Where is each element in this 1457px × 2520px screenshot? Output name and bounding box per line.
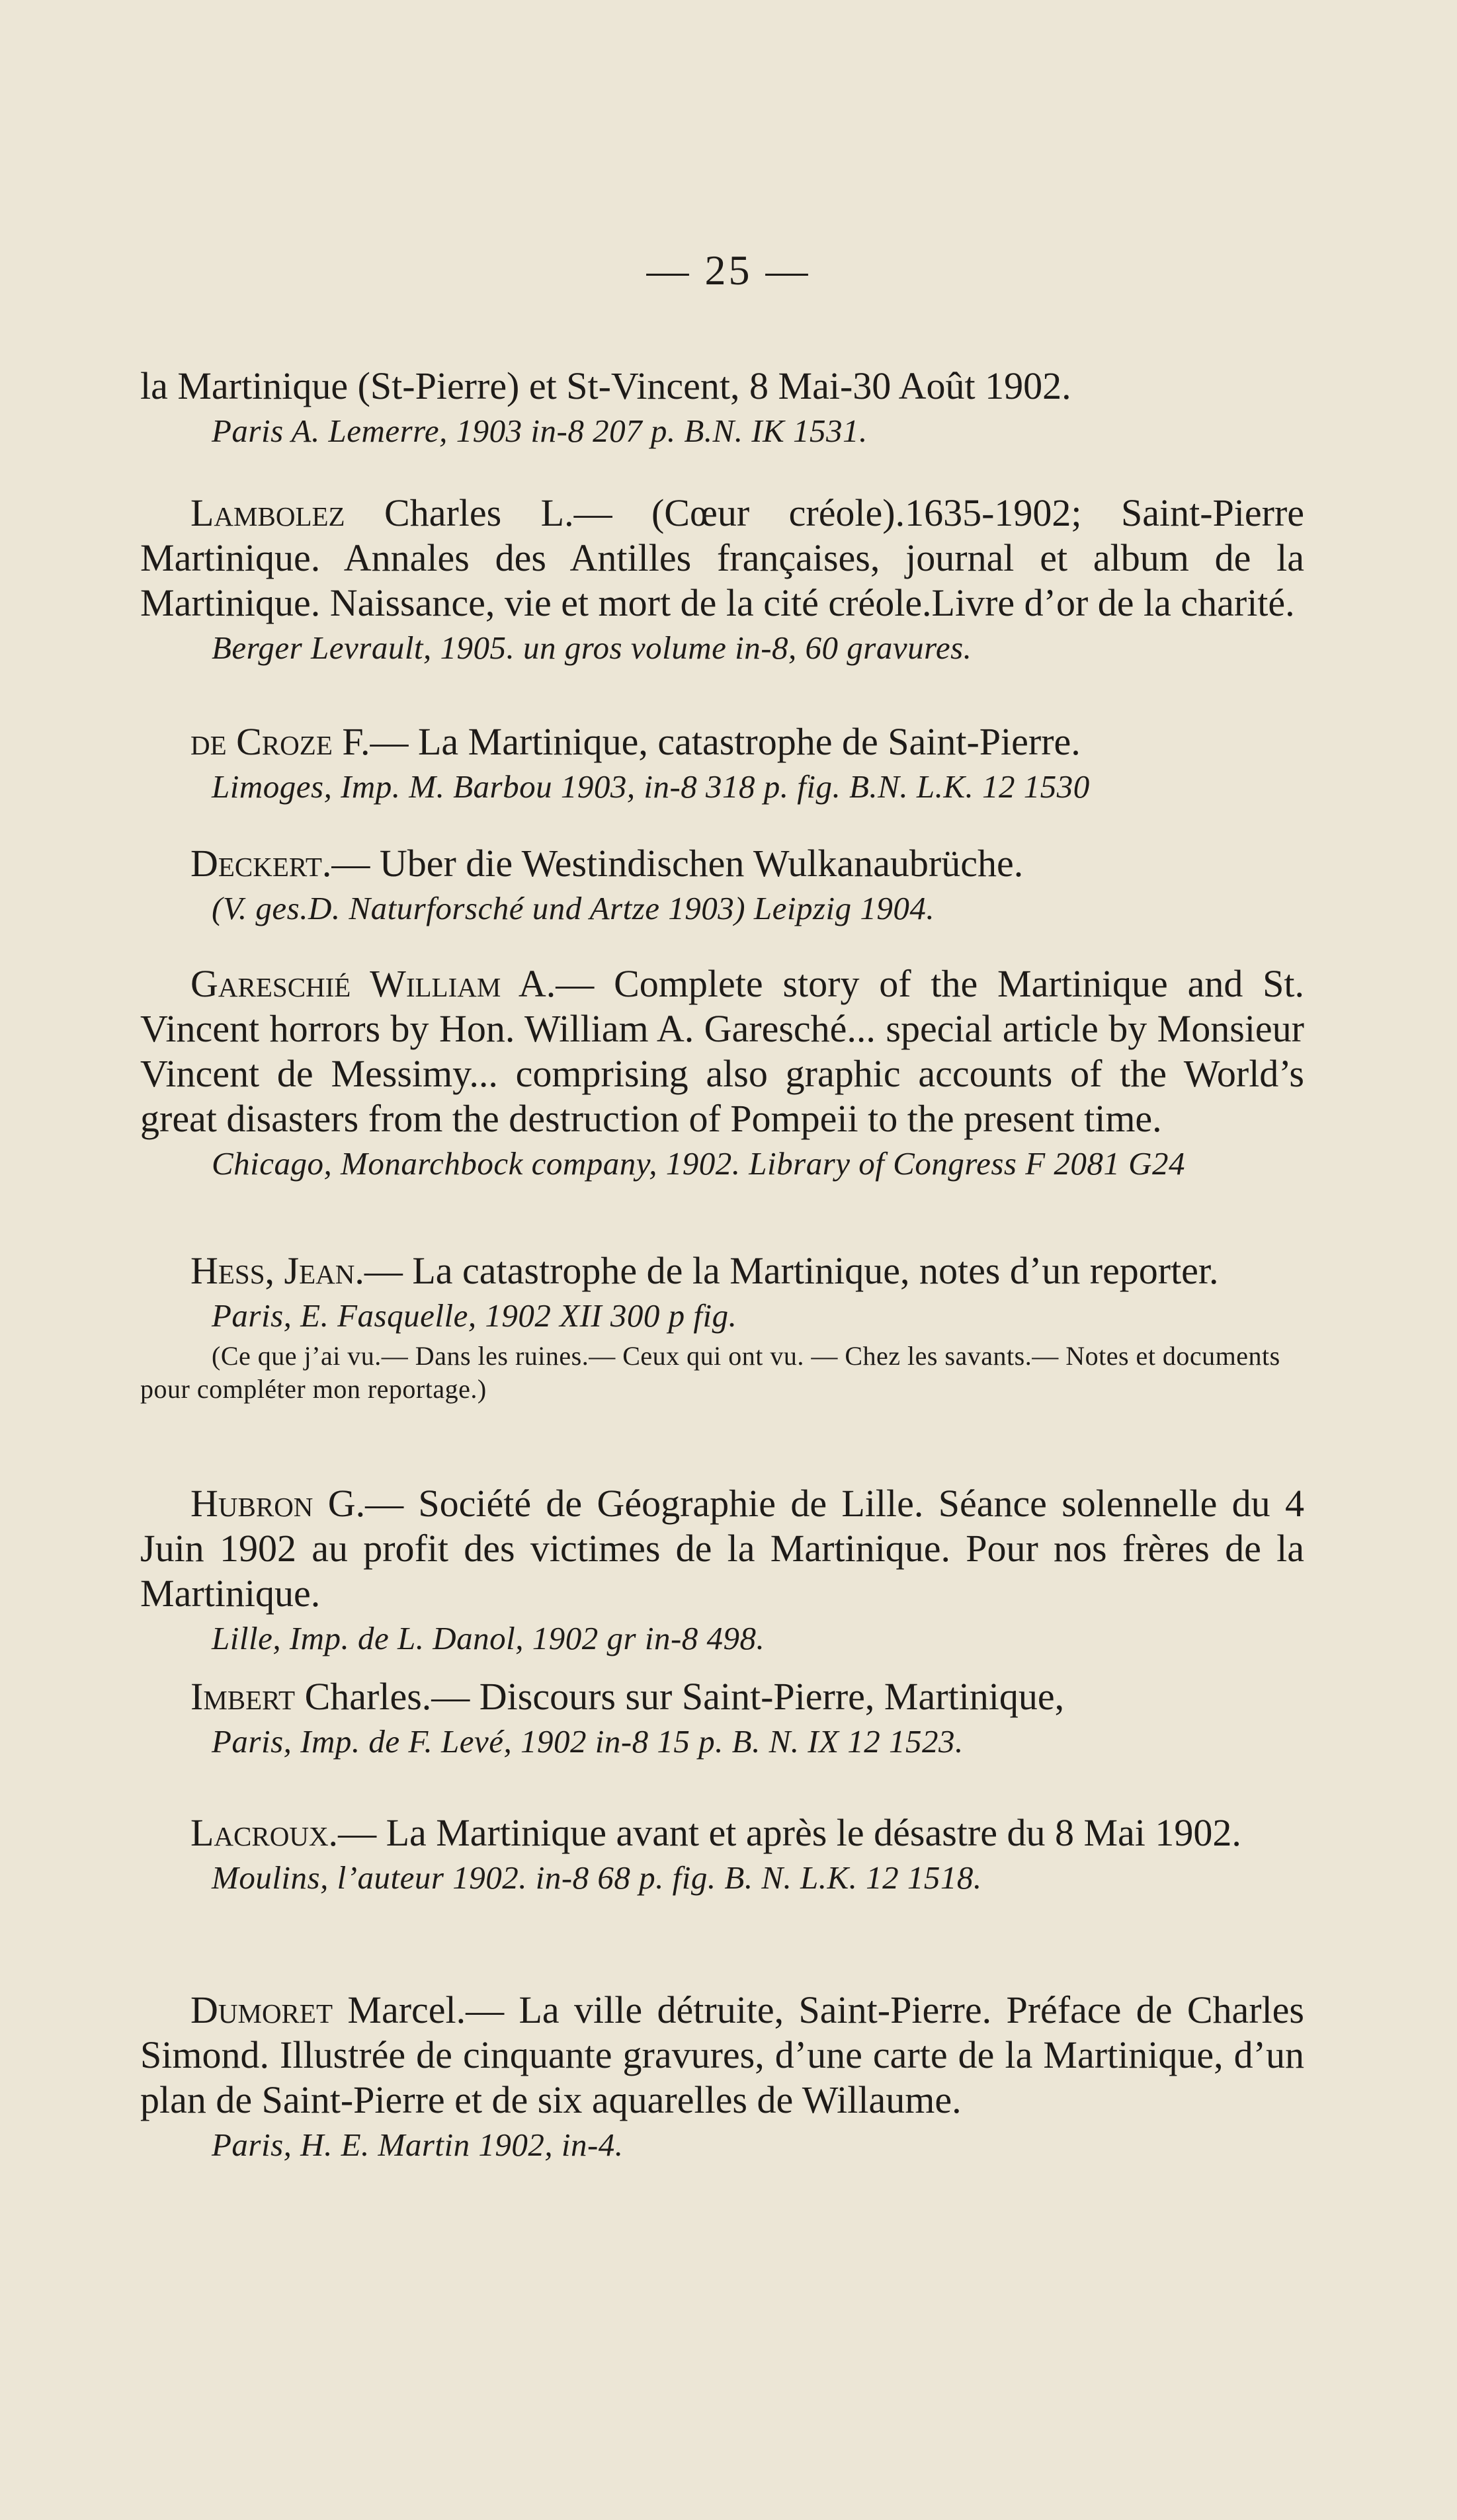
entry-author: Hess, Jean. [190,1249,364,1292]
entry-imprint: Paris, H. E. Martin 1902, in-4. [212,2127,624,2163]
entry-text: G.— Société de Géographie de Lille. Séance solennelle du 4 Juin 1902 au profit des victimes de la Martinique. Pour nos frères de la Martinique. [140,1482,1304,1615]
bibliography-entry [140,719,1304,807]
entry-author: Deckert. [190,842,332,885]
entry-imprint: Moulins, l’auteur 1902. in-8 68 p. fig. B. N. L.K. 12 1518. [212,1859,982,1896]
entry-author: Lambolez [190,491,345,534]
entry-text: F.— La Martinique, catastrophe de Saint-Pierre. [332,720,1081,763]
bibliography-entry [140,1481,1304,1658]
entry-author: de Croze [190,720,333,763]
bibliography-entry [140,961,1304,1184]
entry-imprint: Chicago, Monarchbock company, 1902. Library of Congress F 2081 G24 [212,1145,1186,1182]
entry-text: A.— Complete story of the Martinique and St. Vincent horrors by Hon. William A. Garesché... special article by Monsieur Vincent de Messimy... comprising also graphic accounts of the World’s great disasters from the destruction of Pompeii to the present time. [140,962,1304,1140]
entry-imprint: Paris, Imp. de F. Levé, 1902 in-8 15 p. B. N. IX 12 1523. [212,1723,964,1760]
entry-text: la Martinique (St-Pierre) et St-Vincent, 8 Mai-30 Août 1902. [140,364,1071,407]
entry-imprint: (V. ges.D. Naturforsché und Artze 1903) Leipzig 1904. [212,890,935,926]
entry-imprint: Lille, Imp. de L. Danol, 1902 gr in-8 498. [212,1620,765,1656]
bibliography-entry [140,491,1304,668]
bibliography-entry [140,841,1304,928]
entry-note: (Ce que j’ai vu.— Dans les ruines.— Ceux qui ont vu. — Chez les savants.— Notes et documents pour compléter mon reportage.) [140,1341,1280,1404]
entry-author: Imbert [190,1675,296,1718]
entry-imprint: Paris A. Lemerre, 1903 in-8 207 p. B.N. IK 1531. [212,413,868,449]
entry-imprint: Paris, E. Fasquelle, 1902 XII 300 p fig. [212,1297,737,1334]
page-number: — 25 — [646,247,811,294]
entry-text: — Uber die Westindischen Wulkanaubrüche. [331,842,1024,885]
entry-imprint: Limoges, Imp. M. Barbou 1903, in-8 318 p. fig. B.N. L.K. 12 1530 [212,768,1090,805]
entry-author: Lacroux. [190,1811,339,1854]
bibliography-entry [140,1810,1304,1898]
entry-author: Gareschié William [190,962,501,1005]
entry-author: Hubron [190,1482,313,1525]
bibliography-entry [140,1674,1304,1762]
bibliography-entry [140,364,1304,451]
bibliography-entry [140,1248,1304,1406]
entry-text: — La Martinique avant et après le désastre du 8 Mai 1902. [338,1811,1241,1854]
bibliography-entry [140,1988,1304,2165]
entry-text: Marcel.— La ville détruite, Saint-Pierre. Préface de Charles Simond. Illustrée de cinquante gravures, d’une carte de la Martinique, d’un plan de Saint-Pierre et de six aquarelles de Willaume. [140,1988,1304,2121]
entry-text: Charles.— Discours sur Saint-Pierre, Martinique, [295,1675,1065,1718]
entry-imprint: Berger Levrault, 1905. un gros volume in-8, 60 gravures. [212,630,972,666]
entry-author: Dumoret [190,1988,333,2031]
entry-text: Charles L.— (Cœur créole).1635-1902; Saint-Pierre Martinique. Annales des Antilles françaises, journal et album de la Martinique. Naissance, vie et mort de la cité créole.Livre d’or de la charité. [140,491,1304,624]
entry-text: — La catastrophe de la Martinique, notes d’un reporter. [364,1249,1219,1292]
